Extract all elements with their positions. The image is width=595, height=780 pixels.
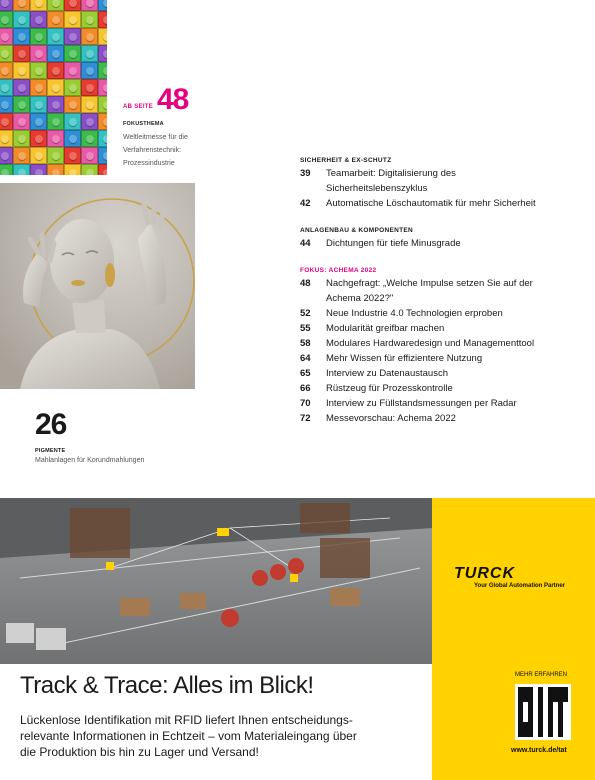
toc-title-line2: Sicherheitslebenszyklus (326, 183, 428, 194)
toc-title: Mehr Wissen für effizientere Nutzung (326, 353, 483, 364)
lego-brick (64, 11, 81, 28)
lego-brick (47, 45, 64, 62)
lego-brick (98, 147, 107, 164)
toc-entry[interactable] (300, 166, 585, 196)
toc-title (326, 276, 585, 306)
lego-brick (30, 113, 47, 130)
lego-brick (47, 11, 64, 28)
lego-brick (13, 130, 30, 147)
lego-brick (0, 28, 13, 45)
lego-brick (98, 164, 107, 175)
lego-brick (0, 164, 13, 175)
lego-brick (64, 28, 81, 45)
toc-entry[interactable] (300, 336, 585, 351)
lego-brick (64, 45, 81, 62)
toc-title: Modulares Hardwaredesign und Managementtool (326, 338, 535, 349)
toc-section-achema (300, 265, 585, 426)
focus-desc-line2: Prozessindustrie (123, 160, 175, 167)
lego-brick (98, 11, 107, 28)
qr-code-icon[interactable] (515, 684, 571, 740)
toc-entry[interactable] (300, 381, 585, 396)
focus-desc-line1: Weltleitmesse für die Verfahrenstechnik: (123, 134, 188, 154)
pigment-description: Mahlanlagen für Korundmahlungen (35, 457, 145, 464)
lego-brick (98, 28, 107, 45)
lego-brick (81, 164, 98, 175)
toc-page: 64 (300, 353, 311, 364)
toc-page: 39 (300, 168, 311, 179)
toc-page: 44 (300, 238, 311, 249)
lego-brick (30, 147, 47, 164)
toc-page: 55 (300, 323, 311, 334)
warehouse-illustration (0, 498, 432, 664)
lego-brick (30, 0, 47, 11)
lego-brick (64, 96, 81, 113)
lego-brick (64, 79, 81, 96)
lego-brick (0, 11, 13, 28)
toc-entry[interactable] (300, 276, 585, 306)
turck-logo[interactable]: TURCK (454, 565, 515, 582)
lego-brick (30, 130, 47, 147)
toc-entry[interactable] (300, 366, 585, 381)
toc-title-line1: Teamarbeit: Digitalisierung des (326, 168, 456, 179)
lego-brick (30, 45, 47, 62)
lego-brick (81, 45, 98, 62)
lego-brick (13, 96, 30, 113)
lego-brick (0, 62, 13, 79)
toc-title: Neue Industrie 4.0 Technologien erproben (326, 308, 503, 319)
lego-brick (0, 96, 13, 113)
more-info-label: MEHR ERFAHREN (515, 672, 568, 678)
from-page-label: AB SEITE (123, 104, 154, 110)
lego-brick (47, 28, 64, 45)
lego-brick (81, 79, 98, 96)
ad-body-line3: die Produktion bis hin zu Lager und Versand! (20, 745, 259, 759)
toc-page: 65 (300, 368, 311, 379)
lego-brick (13, 11, 30, 28)
lego-brick (98, 113, 107, 130)
toc-entry[interactable] (300, 236, 585, 251)
toc-page: 70 (300, 398, 311, 409)
lego-brick (47, 164, 64, 175)
lego-brick (30, 11, 47, 28)
toc-page: 48 (300, 278, 311, 289)
lego-brick (64, 62, 81, 79)
focus-description (123, 131, 243, 170)
ad-body-line1: Lückenlose Identifikation mit RFID liefert Ihnen entscheidungs- (20, 713, 353, 727)
lego-brick (47, 62, 64, 79)
lego-brick (47, 113, 64, 130)
toc-entry[interactable] (300, 351, 585, 366)
lego-brick (64, 164, 81, 175)
lego-brick (98, 62, 107, 79)
toc-title-line1: Nachgefragt: „Welche Impulse setzen Sie auf der (326, 278, 533, 289)
toc-entry[interactable] (300, 306, 585, 321)
lego-brick (47, 96, 64, 113)
lego-brick (47, 147, 64, 164)
lego-brick (13, 79, 30, 96)
warehouse-photo (0, 498, 432, 664)
lego-brick (0, 79, 13, 96)
lego-brick (81, 28, 98, 45)
table-of-contents (300, 155, 585, 426)
toc-entry[interactable] (300, 321, 585, 336)
lego-brick (47, 0, 64, 11)
lego-brick (81, 113, 98, 130)
ad-body-line2: relevante Informationen in Echtzeit – vom Materialeingang über (20, 729, 357, 743)
focus-page-number: 48 (157, 83, 189, 116)
toc-entry[interactable] (300, 196, 585, 211)
ad-headline: Track & Trace: Alles im Blick! (20, 672, 314, 699)
toc-section-plant (300, 225, 585, 251)
lego-brick (81, 0, 98, 11)
lego-brick (81, 96, 98, 113)
lego-brick (81, 11, 98, 28)
ad-body (20, 712, 420, 760)
toc-title: Rüstzeug für Prozesskontrolle (326, 383, 453, 394)
lego-brick (0, 147, 13, 164)
lego-brick (30, 164, 47, 175)
pigment-label: PIGMENTE (35, 448, 66, 454)
sculpture-image (0, 183, 195, 389)
section-title: SICHERHEIT & EX-SCHUTZ (300, 157, 392, 164)
section-title: FOKUS: ACHEMA 2022 (300, 267, 377, 274)
lego-brick (98, 0, 107, 11)
lego-brick (47, 79, 64, 96)
toc-page: 52 (300, 308, 311, 319)
toc-title (326, 166, 585, 196)
lego-brick (0, 45, 13, 62)
lego-brick (30, 62, 47, 79)
lego-brick (0, 113, 13, 130)
toc-title-line2: Achema 2022?" (326, 293, 394, 304)
lego-brick (64, 147, 81, 164)
toc-title: Modularität greifbar machen (326, 323, 445, 334)
toc-page: 66 (300, 383, 311, 394)
lego-brick (64, 113, 81, 130)
turck-url-link[interactable]: www.turck.de/tat (511, 747, 567, 754)
turck-tagline: Your Global Automation Partner (474, 583, 566, 589)
lego-brick (30, 96, 47, 113)
focus-label: FOKUSTHEMA (123, 121, 164, 127)
lego-brick (64, 0, 81, 11)
toc-title: Messevorschau: Achema 2022 (326, 413, 456, 424)
toc-page: 58 (300, 338, 311, 349)
lego-brick (13, 45, 30, 62)
lego-brick (98, 79, 107, 96)
lego-brick (0, 0, 13, 11)
lego-brick (30, 79, 47, 96)
lego-brick (0, 130, 13, 147)
toc-entry[interactable] (300, 411, 585, 426)
lego-brick (13, 164, 30, 175)
sculpture-illustration (0, 183, 195, 389)
toc-title: Interview zu Datenaustausch (326, 368, 448, 379)
section-title: ANLAGENBAU & KOMPONENTEN (300, 227, 414, 234)
lego-brick (98, 45, 107, 62)
toc-section-safety (300, 155, 585, 211)
lego-brick (13, 147, 30, 164)
lego-brick (30, 28, 47, 45)
toc-title: Automatische Löschautomatik für mehr Sicherheit (326, 198, 536, 209)
qr-module (563, 732, 568, 737)
toc-title: Interview zu Füllstandsmessungen per Radar (326, 398, 517, 409)
toc-page: 72 (300, 413, 311, 424)
lego-brick (47, 130, 64, 147)
lego-brick (81, 130, 98, 147)
lego-brick (13, 62, 30, 79)
toc-title: Dichtungen für tiefe Minusgrade (326, 238, 461, 249)
pigment-page-number: 26 (35, 408, 67, 441)
lego-brick (13, 28, 30, 45)
lego-brick (13, 113, 30, 130)
toc-entry[interactable] (300, 396, 585, 411)
lego-brick (81, 62, 98, 79)
lego-brick (81, 147, 98, 164)
lego-bricks-image (0, 0, 107, 175)
lego-brick (98, 130, 107, 147)
toc-page: 42 (300, 198, 311, 209)
lego-brick (13, 0, 30, 11)
lego-brick (64, 130, 81, 147)
lego-brick (98, 96, 107, 113)
